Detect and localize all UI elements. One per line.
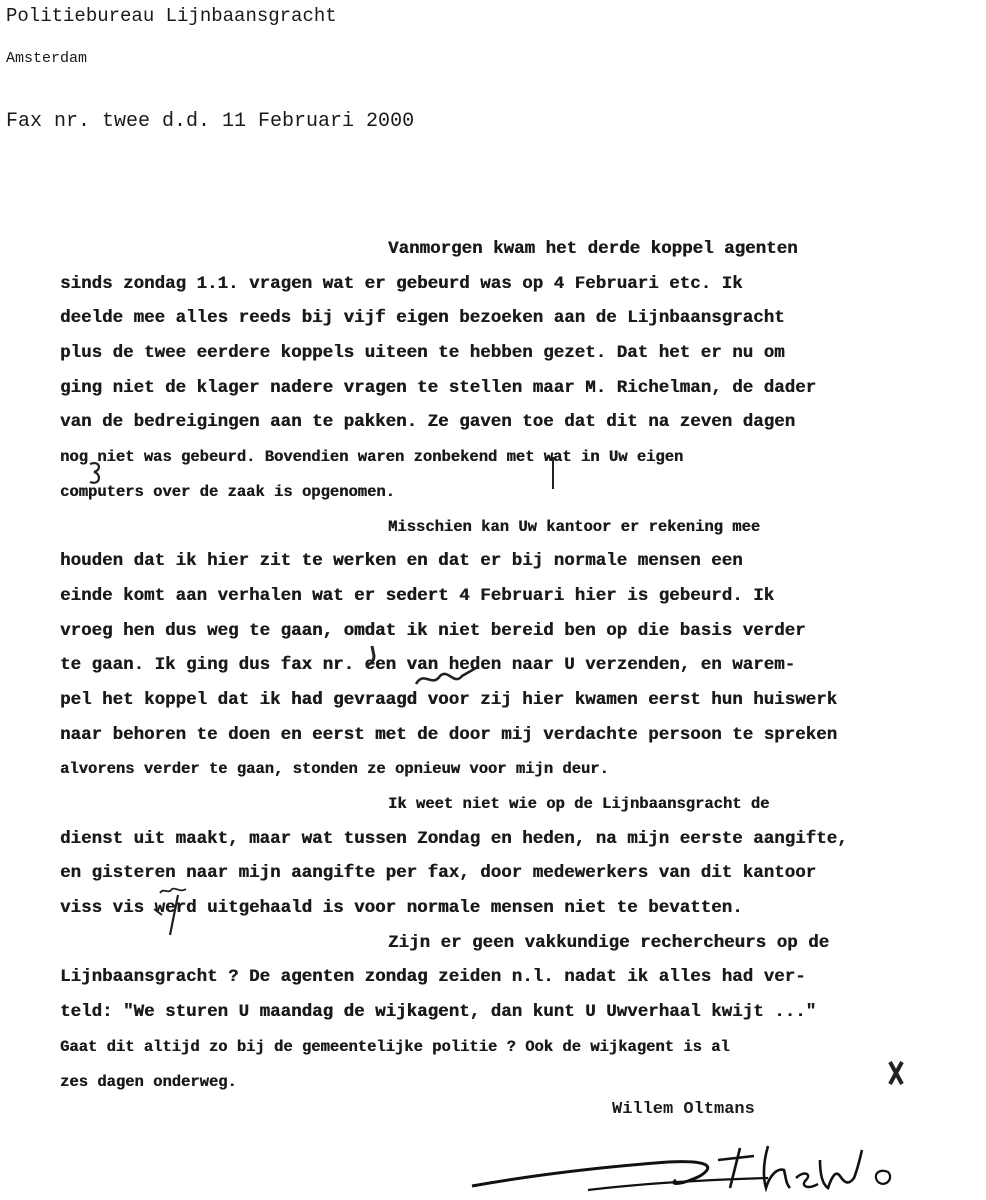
letter-line: van de bedreigingen aan te pakken. Ze gaven toe dat dit na zeven dagen (60, 412, 796, 433)
letter-line: Ik weet niet wie op de Lijnbaansgracht de (388, 795, 770, 813)
letter-line: naar behoren te doen en eerst met de door mij verdachte persoon te spreken (60, 724, 838, 745)
letter-line: alvorens verder te gaan, stonden ze opnieuw voor mijn deur. (60, 760, 609, 779)
letter-line: dienst uit maakt, maar wat tussen Zondag en heden, na mijn eerste aangifte, (60, 828, 848, 849)
letter-line: viss vis werd uitgehaald is voor normale mensen niet te bevatten. (60, 898, 743, 919)
letter-line: Lijnbaansgracht ? De agenten zondag zeiden n.l. nadat ik alles had ver- (60, 967, 806, 988)
letter-line: sinds zondag 1.1. vragen wat er gebeurd was op 4 Februari etc. Ik (60, 273, 743, 294)
letter-line: computers over de zaak is opgenomen. (60, 482, 395, 501)
letter-body (60, 232, 972, 1099)
sender-address-line: Politiebureau Lijnbaansgracht (6, 5, 337, 27)
sender-city: Amsterdam (6, 50, 88, 67)
letter-line: en gisteren naar mijn aangifte per fax, door medewerkers van dit kantoor (60, 863, 817, 884)
letter-line: einde komt aan verhalen wat er sedert 4 Februari hier is gebeurd. Ik (60, 585, 775, 606)
letter-line: zes dagen onderweg. (60, 1072, 237, 1091)
letter-line: nog niet was gebeurd. Bovendien waren zonbekend met wat in Uw eigen (60, 448, 684, 467)
letter-line: Vanmorgen kwam het derde koppel agenten (388, 239, 798, 259)
handwritten-overwrite-mark (410, 666, 482, 694)
handwritten-strike-mark (886, 1058, 906, 1088)
handwritten-insertion-mark (148, 885, 192, 941)
handwritten-strike-mark (548, 455, 558, 491)
letter-line: houden dat ik hier zit te werken en dat er bij normale mensen een (60, 551, 743, 572)
handwritten-signature (468, 1140, 918, 1200)
handwritten-comma-mark (360, 642, 384, 668)
letter-line: plus de twee eerdere koppels uiteen te hebben gezet. Dat het er nu om (60, 343, 785, 364)
letter-line: vroeg hen dus weg te gaan, omdat ik niet bereid ben op die basis verder (60, 620, 806, 641)
letter-line: Misschien kan Uw kantoor er rekening mee (388, 517, 761, 536)
letter-line: teld: "We sturen U maandag de wijkagent, dan kunt U Uwverhaal kwijt ..." (60, 1002, 817, 1023)
handwritten-correction-mark (86, 458, 106, 490)
letter-line: te gaan. Ik ging dus fax nr. een van heden naar U verzenden, en warem- (60, 655, 796, 676)
letter-line: Gaat dit altijd zo bij de gemeentelijke politie ? Ook de wijkagent is al (60, 1037, 730, 1056)
letter-line: deelde mee alles reeds bij vijf eigen bezoeken aan de Lijnbaansgracht (60, 308, 785, 329)
fax-date-line: Fax nr. twee d.d. 11 Februari 2000 (6, 110, 415, 133)
letter-line: ging niet de klager nadere vragen te stellen maar M. Richelman, de dader (60, 377, 817, 398)
letter-line: Zijn er geen vakkundige rechercheurs op de (388, 932, 830, 953)
signatory-name: Willem Oltmans (612, 1100, 755, 1119)
letter-line: pel het koppel dat ik had gevraagd voor zij hier kwamen eerst hun huiswerk (60, 689, 838, 710)
